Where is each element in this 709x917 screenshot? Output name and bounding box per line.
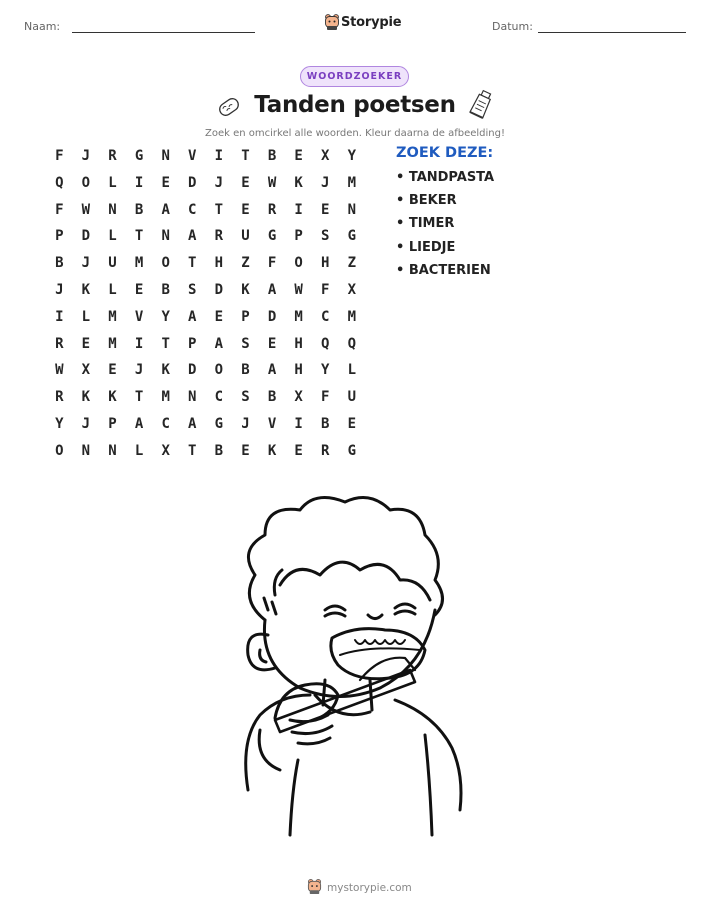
grid-letter: T [134, 228, 144, 245]
grid-letter: I [134, 174, 144, 191]
grid-letter: S [321, 228, 330, 245]
word-list-item: • TIMER [396, 216, 455, 232]
grid-letter: H [214, 255, 224, 272]
grid-letter: Q [55, 174, 64, 191]
grid-letter: E [134, 281, 144, 298]
grid-letter: R [321, 442, 330, 459]
grid-letter: L [108, 174, 117, 191]
grid-letter: N [188, 389, 197, 406]
worksheet-type-badge: WOORDZOEKER [300, 66, 409, 87]
grid-letter: K [81, 281, 91, 298]
grid-letter: V [134, 308, 144, 325]
grid-letter: C [161, 415, 170, 432]
grid-letter: R [108, 148, 117, 164]
word-search-grid [46, 143, 365, 465]
grid-letter: M [347, 308, 357, 325]
name-label: Naam: [24, 20, 61, 33]
grid-letter: B [241, 362, 250, 379]
grid-letter: B [134, 201, 144, 218]
grid-letter: K [267, 442, 277, 459]
grid-letter: E [81, 335, 91, 352]
storypie-footer-icon [306, 878, 323, 895]
grid-letter: P [55, 228, 64, 245]
grid-letter: A [188, 415, 197, 432]
grid-letter: F [321, 389, 330, 406]
grid-letter: L [108, 281, 117, 298]
grid-letter: B [161, 281, 170, 298]
name-line [72, 32, 255, 33]
grid-letter: L [134, 442, 144, 459]
grid-letter: A [267, 362, 277, 379]
grid-letter: A [188, 308, 197, 325]
grid-letter: E [161, 174, 170, 191]
grid-letter: M [108, 335, 117, 352]
grid-letter: L [108, 228, 117, 245]
date-line [538, 32, 686, 33]
grid-letter: G [214, 415, 224, 432]
grid-letter: M [294, 308, 303, 325]
grid-letter: F [55, 148, 64, 164]
grid-letter: E [347, 415, 357, 432]
grid-letter: I [134, 335, 144, 352]
boy-brushing-teeth-drawing [220, 490, 480, 850]
grid-letter: J [321, 174, 330, 191]
grid-letter: N [108, 201, 117, 218]
grid-letter: F [321, 281, 330, 298]
grid-letter: V [267, 415, 277, 432]
grid-letter: M [108, 308, 117, 325]
grid-letter: P [241, 308, 250, 325]
grid-letter: R [267, 201, 277, 218]
grid-letter: O [55, 442, 64, 459]
grid-letter: D [188, 362, 197, 379]
grid-letter: J [55, 281, 64, 298]
grid-letter: Y [321, 362, 330, 379]
grid-letter: D [267, 308, 277, 325]
grid-letter: A [161, 201, 170, 218]
grid-letter: D [81, 228, 91, 245]
grid-letter: B [267, 389, 277, 406]
grid-letter: T [134, 389, 144, 406]
word-list-item: • TANDPASTA [396, 170, 495, 185]
grid-letter: G [134, 148, 144, 164]
grid-letter: D [188, 174, 197, 191]
grid-letter: S [241, 335, 250, 352]
grid-letter: O [214, 362, 224, 379]
grid-letter: O [161, 255, 170, 272]
grid-letter: E [241, 201, 250, 218]
grid-letter: T [161, 335, 170, 352]
grid-letter: X [347, 281, 357, 298]
grid-letter: Z [347, 255, 357, 272]
grid-letter: X [294, 389, 303, 406]
grid-letter: W [55, 362, 64, 379]
grid-letter: C [321, 308, 330, 325]
logo-text: Storypie [341, 15, 402, 30]
grid-letter: B [321, 415, 330, 432]
grid-letter: K [81, 389, 91, 406]
grid-letter: Z [241, 255, 250, 272]
grid-letter: E [241, 174, 250, 191]
grid-letter: C [214, 389, 224, 406]
grid-letter: T [241, 148, 250, 164]
grid-letter: J [81, 415, 91, 432]
grid-letter: K [161, 362, 170, 379]
grid-letter: E [214, 308, 224, 325]
grid-letter: Q [347, 335, 357, 352]
date-label: Datum: [492, 20, 533, 33]
grid-letter: R [55, 335, 64, 352]
grid-letter: B [214, 442, 224, 459]
footer-url: mystorypie.com [327, 882, 412, 894]
grid-letter: W [81, 201, 91, 218]
grid-letter: U [347, 389, 357, 406]
grid-letter: I [55, 308, 64, 325]
grid-letter: E [321, 201, 330, 218]
grid-letter: J [81, 255, 91, 272]
page-title: Tanden poetsen [254, 92, 456, 118]
grid-letter: J [134, 362, 144, 379]
instructions-subtitle: Zoek en omcirkel alle woorden. Kleur daarna de afbeelding! [205, 128, 505, 139]
grid-letter: T [188, 442, 197, 459]
grid-letter: Y [161, 308, 170, 325]
grid-letter: F [267, 255, 277, 272]
word-list-item: • LIEDJE [396, 239, 456, 255]
grid-letter: L [81, 308, 91, 325]
grid-letter: J [214, 174, 224, 191]
storypie-mascot-icon [323, 13, 341, 31]
grid-letter: K [108, 389, 117, 406]
grid-letter: K [241, 281, 250, 298]
grid-letter: N [108, 442, 117, 459]
grid-letter: U [241, 228, 250, 245]
grid-letter: N [347, 201, 357, 218]
grid-letter: H [294, 335, 303, 352]
grid-letter: F [55, 201, 64, 218]
toothpaste-tablet-icon [214, 92, 244, 122]
grid-letter: S [241, 389, 250, 406]
grid-letter: O [81, 174, 91, 191]
grid-letter: A [267, 281, 277, 298]
grid-letter: N [161, 228, 170, 245]
grid-letter: G [267, 228, 277, 245]
grid-letter: N [81, 442, 91, 459]
grid-letter: T [214, 201, 224, 218]
grid-letter: E [294, 442, 303, 459]
grid-letter: P [108, 415, 117, 432]
grid-letter: I [214, 148, 224, 164]
grid-letter: M [134, 255, 144, 272]
grid-letter: S [188, 281, 197, 298]
grid-letter: N [161, 148, 170, 164]
grid-letter: D [214, 281, 224, 298]
grid-letter: A [188, 228, 197, 245]
grid-letter: C [188, 201, 197, 218]
grid-letter: H [294, 362, 303, 379]
grid-letter: J [81, 148, 91, 164]
grid-letter: T [188, 255, 197, 272]
grid-letter: H [321, 255, 330, 272]
grid-letter: K [294, 174, 303, 191]
grid-letter: G [347, 228, 357, 245]
grid-letter: G [347, 442, 357, 459]
grid-letter: O [294, 255, 303, 272]
grid-letter: A [214, 335, 224, 352]
grid-letter: V [188, 148, 197, 164]
grid-letter: J [241, 415, 250, 432]
grid-letter: E [294, 148, 303, 164]
grid-letter: P [294, 228, 303, 245]
grid-letter: W [294, 281, 303, 298]
word-list-item: • BACTERIEN [396, 262, 491, 278]
toothpaste-tube-icon [466, 88, 496, 122]
grid-letter: B [55, 255, 64, 272]
grid-letter: U [108, 255, 117, 272]
grid-letter: W [267, 174, 277, 191]
grid-letter: P [188, 335, 197, 352]
grid-letter: I [294, 415, 303, 432]
grid-letter: Y [55, 415, 64, 432]
grid-letter: M [161, 389, 170, 406]
grid-letter: M [347, 174, 357, 191]
word-list-item: • BEKER [396, 193, 457, 209]
word-list-title: ZOEK DEZE: [396, 145, 494, 161]
grid-letter: B [267, 148, 277, 164]
grid-letter: Y [347, 148, 357, 164]
grid-letter: E [108, 362, 117, 379]
grid-letter: R [214, 228, 224, 245]
grid-letter: E [267, 335, 277, 352]
grid-letter: A [134, 415, 144, 432]
word-list [396, 145, 596, 282]
grid-letter: E [241, 442, 250, 459]
grid-letter: I [294, 201, 303, 218]
grid-letter: L [347, 362, 357, 379]
grid-letter: Q [321, 335, 330, 352]
grid-letter: X [161, 442, 170, 459]
grid-letter: X [81, 362, 91, 379]
grid-letter: R [55, 389, 64, 406]
grid-letter: X [321, 148, 330, 164]
